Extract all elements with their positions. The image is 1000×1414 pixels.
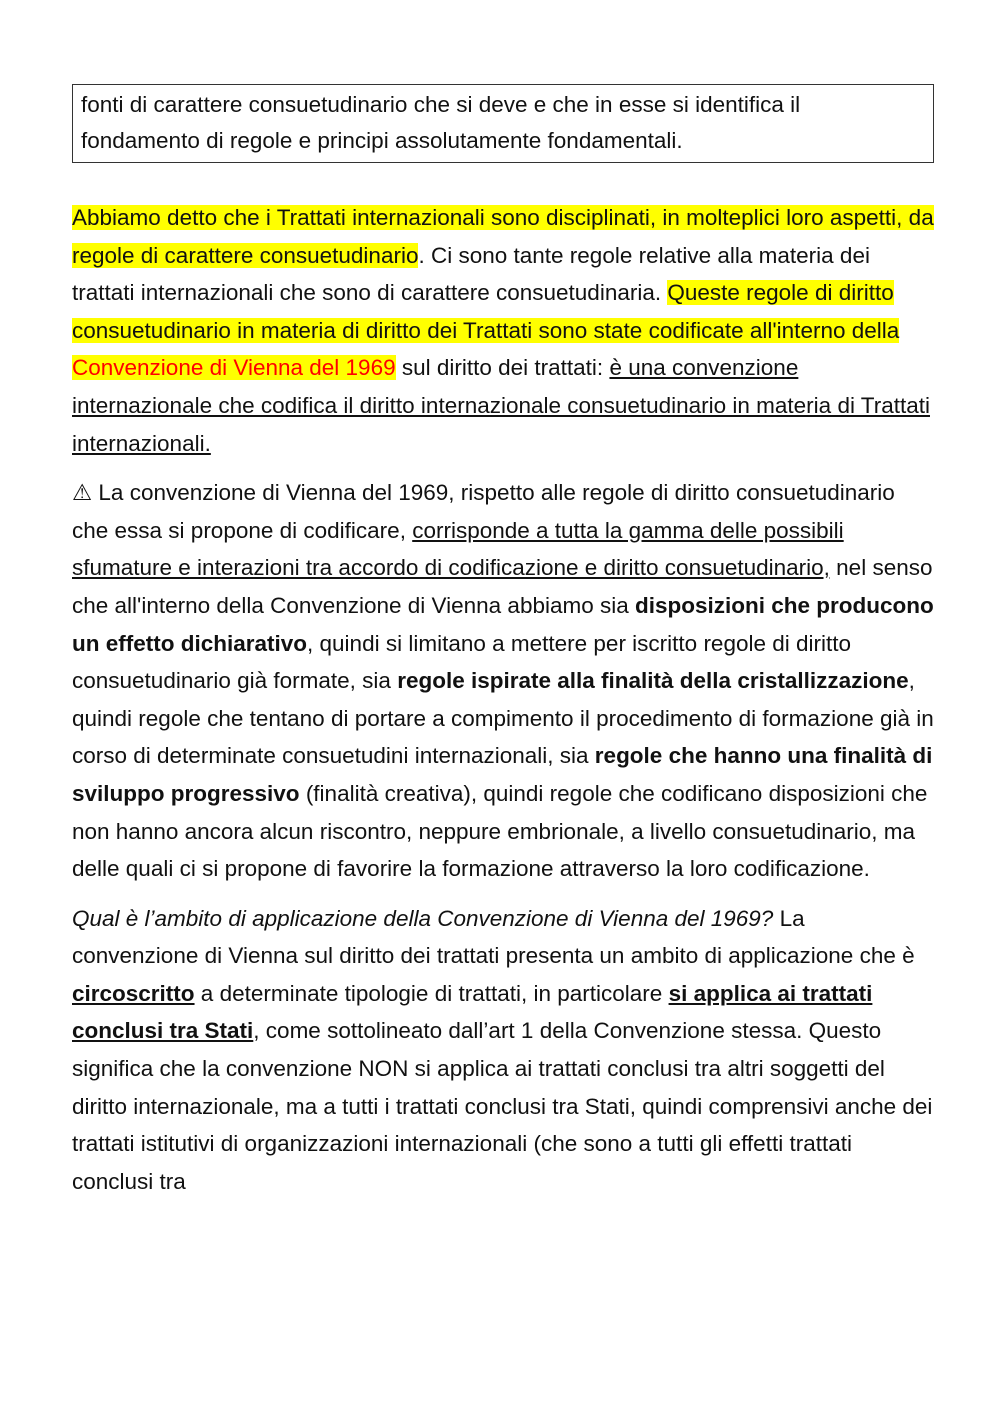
- bold-text: disposizioni che producono un effetto dichiarativo: [72, 592, 934, 656]
- boxed-text: fonti di carattere consuetudinario che si deve e che in esse si identifica il fondamento di regole e principi assolutamente fondamentali.: [81, 92, 801, 153]
- underlined-text: corrisponde a tutta la gamma delle possibili sfumature e interazioni tra accordo di codificazione e diritto consuetudinario,: [72, 517, 844, 581]
- body-text: sul diritto dei trattati:: [395, 355, 610, 381]
- bold-underlined-text: si applica ai trattati conclusi tra Stati: [72, 980, 873, 1044]
- bold-underlined-text: circoscritto: [72, 980, 195, 1006]
- body-text: nel senso che all'interno della Convenzione di Vienna abbiamo sia: [72, 555, 933, 618]
- document-page: [72, 84, 934, 1212]
- red-text-convenzione: Convenzione di Vienna del 1969: [72, 355, 396, 381]
- body-text: , come sottolineato dall’art 1 della Convenzione stessa. Questo significa che la convenzione NON si applica ai trattati conclusi tra altri soggetti del diritto internazionale, ma a tutti i trattati conclusi tra Stati, quindi comprensivi anche dei trattati istitutivi di organizzazioni internazionali (che sono a tutti gli effetti trattati conclusi tra: [72, 1018, 933, 1194]
- highlighted-text-part: Queste regole di diritto consuetudinario in materia di diritto dei Trattati sono state codificate all'interno della: [72, 280, 900, 343]
- body-text: La convenzione di Vienna sul diritto dei trattati presenta un ambito di applicazione che è: [72, 905, 915, 969]
- underlined-text: è una convenzione internazionale che codifica il diritto internazionale consuetudinario in materia di Trattati internazionali.: [72, 355, 930, 456]
- boxed-paragraph: [72, 84, 934, 163]
- highlighted-text: Abbiamo detto che i Trattati internazionali sono disciplinati, in molteplici loro aspetti, da regole di carattere consuetudinario: [72, 205, 934, 268]
- body-text: . Ci sono tante regole relative alla materia dei trattati internazionali che sono di carattere consuetudinaria.: [72, 242, 870, 306]
- paragraph-ambito-applicazione: [72, 900, 934, 1201]
- bold-text: regole che hanno una finalità di sviluppo progressivo: [72, 743, 933, 806]
- bold-text: regole ispirate alla finalità della cristallizzazione: [397, 668, 909, 694]
- body-text: , quindi regole che tentano di portare a compimento il procedimento di formazione già in corso di determinate consuetudini internazionali, sia: [72, 668, 934, 769]
- italic-question: Qual è l’ambito di applicazione della Convenzione di Vienna del 1969?: [72, 905, 774, 931]
- warning-icon: ⚠: [72, 480, 93, 506]
- paragraph-trattati-consuetudinari: [72, 199, 934, 462]
- body-text: (finalità creativa), quindi regole che codificano disposizioni che non hanno ancora alcun riscontro, neppure embrionale, a livello consuetudinario, ma delle quali ci si propone di favorire la formazione attraverso la loro codificazione.: [72, 780, 928, 882]
- body-text: , quindi si limitano a mettere per iscritto regole di diritto consuetudinario già formate, sia: [72, 630, 852, 694]
- body-text: a determinate tipologie di trattati, in particolare: [194, 980, 669, 1006]
- paragraph-convenzione-vienna: [72, 474, 934, 888]
- body-text: La convenzione di Vienna del 1969, rispetto alle regole di diritto consuetudinario che essa si propone di codificare,: [72, 480, 895, 543]
